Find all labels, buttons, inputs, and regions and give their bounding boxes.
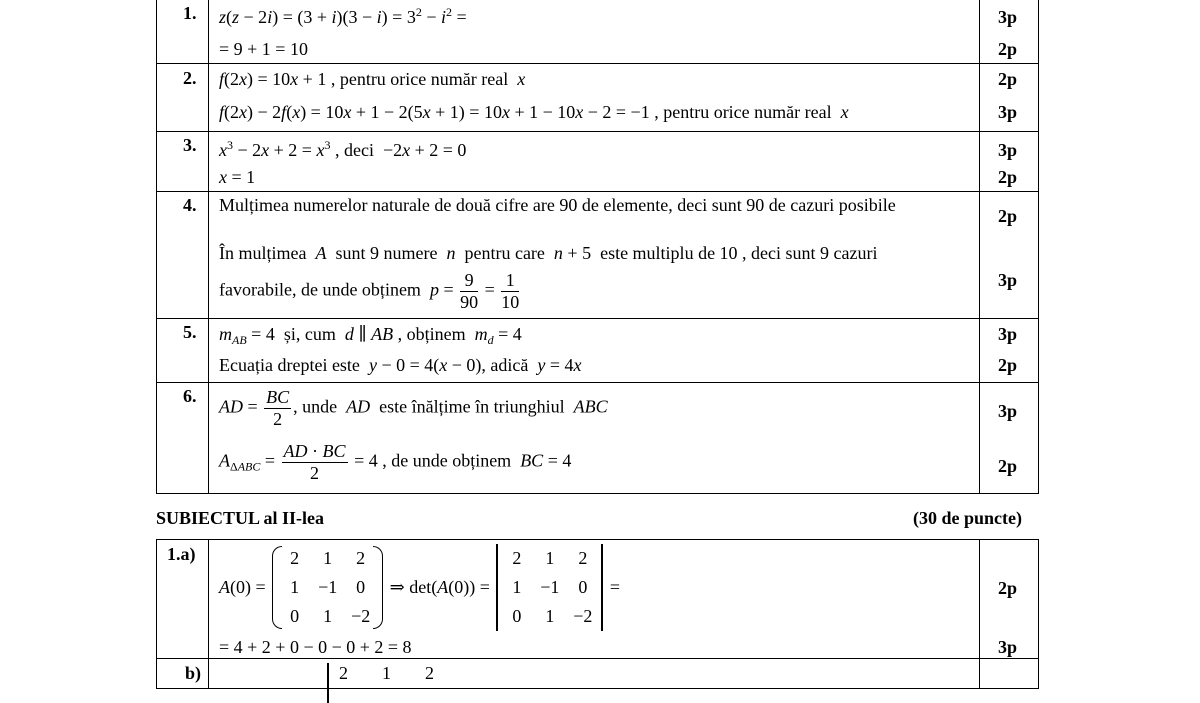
- solution-line: $A_{\Delta ABC}$ = $\frac{AD \cdot BC}{2}$ = 4 , de unde obținem BC = 4: [219, 441, 572, 483]
- item-number: 2.: [183, 68, 197, 88]
- solution-line: x = 1: [219, 167, 256, 187]
- solution-line: = 4 + 2 + 0 − 0 − 0 + 2 = 8: [219, 637, 412, 657]
- solution-line: $m_{AB} = 4$ și, cum d ∥ AB , obținem $m_d = 4$: [219, 324, 522, 347]
- points: 2p: [998, 69, 1018, 89]
- points: 2p: [998, 355, 1018, 375]
- item-number: 4.: [183, 195, 197, 215]
- matrix-cell: 0: [512, 605, 522, 626]
- solution-line: $z(z - 2i) = (3 + i)(3 - i) = 3^2 - i^2$ =: [219, 5, 467, 27]
- matrix-cell: −1: [540, 576, 560, 597]
- points: 3p: [998, 7, 1018, 27]
- solution-line: favorabile, de unde obținem p = $\frac{9}{90}$ = $\frac{1}{10}$: [219, 270, 520, 312]
- matrix-cell: 0: [578, 576, 588, 597]
- item-number: 1.: [183, 3, 197, 23]
- item-number: 5.: [183, 322, 197, 342]
- matrix-determinant: [500, 544, 599, 631]
- item-number: 3.: [183, 135, 197, 155]
- solution-line-partial: 2 1 2: [327, 663, 434, 703]
- points: 3p: [998, 102, 1018, 122]
- points: 3p: [998, 324, 1018, 344]
- matrix-cell: −1: [318, 576, 338, 597]
- matrix-cell: 0: [290, 605, 300, 626]
- points: 2p: [998, 578, 1018, 598]
- item-number: 6.: [183, 386, 197, 406]
- solution-line: În mulțimea A sunt 9 numere n pentru care n + 5 este multiplu de 10 , deci sunt 9 cazuri: [219, 243, 878, 263]
- points: 3p: [998, 637, 1018, 657]
- matrix-cell: 1: [323, 547, 333, 568]
- matrix-cell: 2: [512, 547, 522, 568]
- matrix-cell: 1: [512, 576, 522, 597]
- table-row-2: [157, 64, 1038, 132]
- matrix-parenthesized: [278, 544, 377, 631]
- table-row-5: [157, 319, 1038, 383]
- matrix-cell: 1: [323, 605, 333, 626]
- points: 2p: [998, 456, 1018, 476]
- table-row-6: [157, 383, 1038, 493]
- points: 2p: [998, 39, 1018, 59]
- matrix-cell: 0: [356, 576, 366, 597]
- table-row-4: [157, 192, 1038, 319]
- matrix-cell: 1: [545, 605, 555, 626]
- item-number: b): [185, 663, 202, 683]
- solution-line: = 9 + 1 = 10: [219, 39, 308, 59]
- solution-line: AD = $\frac{BC}{2}$ , unde AD este înălțime în triunghiul ABC: [219, 387, 608, 429]
- solution-line: Mulțimea numerelor naturale de două cifre are 90 de elemente, deci sunt 90 de cazuri posibile: [219, 195, 896, 215]
- matrix-cell: −2: [351, 605, 371, 626]
- section-score: (30 de puncte): [913, 508, 1022, 528]
- matrix-cell: 1: [290, 576, 300, 597]
- solution-line: A(0) = 2 1 2 1 −1 0 0 1 −2 ⇒ det(A(0)) = 2 1 2 1 −1 0 0 1 −2 =: [219, 542, 620, 632]
- points: 3p: [998, 140, 1018, 160]
- points: 3p: [998, 270, 1018, 290]
- table-row-1b: [157, 659, 1038, 699]
- solution-line: f(2x) = 10x + 1 , pentru orice număr real x: [219, 69, 526, 89]
- solution-line: $x^3 - 2x + 2 = x^3$ , deci −2x + 2 = 0: [219, 138, 467, 160]
- matrix-cell: 2: [578, 547, 588, 568]
- matrix-cell: 1: [545, 547, 555, 568]
- points: 2p: [998, 206, 1018, 226]
- subject2-table: [156, 539, 1039, 689]
- solution-line: f(2x) − 2f(x) = 10x + 1 − 2(5x + 1) = 10x + 1 − 10x − 2 = −1 , pentru orice număr real x: [219, 102, 849, 122]
- matrix-cell: 2: [290, 547, 300, 568]
- table-row-3: [157, 132, 1038, 192]
- points: 2p: [998, 167, 1018, 187]
- points: 3p: [998, 401, 1018, 421]
- table-row-1a: [157, 540, 1038, 659]
- subject1-table: [156, 0, 1039, 494]
- item-number: 1.a): [167, 544, 196, 564]
- matrix-cell: 2: [356, 547, 366, 568]
- section-title: SUBIECTUL al II-lea: [156, 508, 325, 528]
- solution-line: Ecuația dreptei este y − 0 = 4(x − 0), adică y = 4x: [219, 355, 582, 375]
- matrix-cell: −2: [573, 605, 593, 626]
- table-row-1: [157, 0, 1038, 64]
